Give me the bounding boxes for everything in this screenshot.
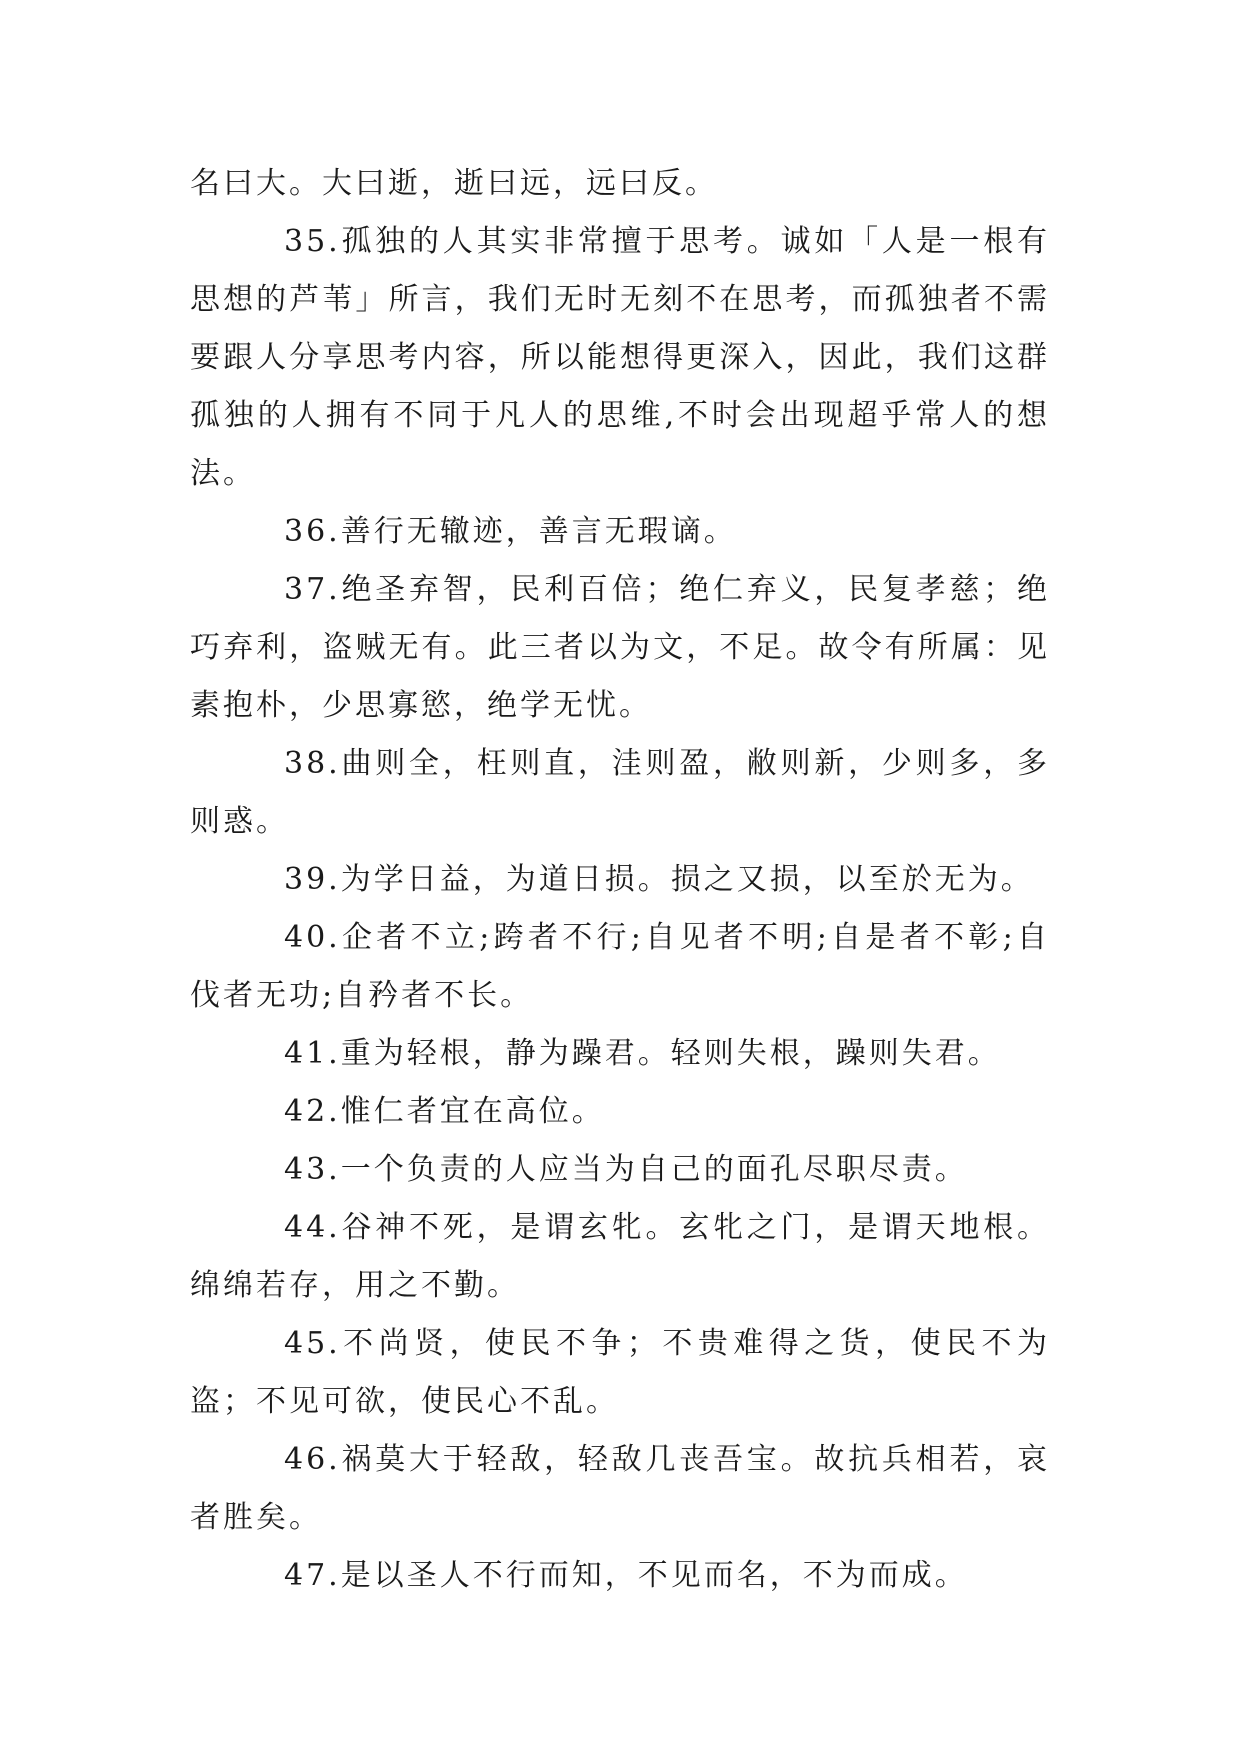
paragraph: 47.是以圣人不行而知，不见而名，不为而成。 <box>284 1558 968 1593</box>
paragraph: 38.曲则全，枉则直，洼则盈，敝则新，少则多，多则惑。 <box>190 746 1050 839</box>
paragraph: 45.不尚贤，使民不争；不贵难得之货，使民不为盗；不见可欲，使民心不乱。 <box>190 1326 1050 1419</box>
document-page <box>190 155 1050 1605</box>
paragraph: 44.谷神不死，是谓玄牝。玄牝之门，是谓天地根。绵绵若存，用之不勤。 <box>190 1210 1050 1303</box>
paragraph: 35.孤独的人其实非常擅于思考。诚如「人是一根有思想的芦苇」所言，我们无时无刻不在思考，而孤独者不需要跟人分享思考内容，所以能想得更深入，因此，我们这群孤独的人拥有不同于凡人的思维,不时会出现超乎常人的想法。 <box>190 224 1050 491</box>
paragraph: 42.惟仁者宜在高位。 <box>284 1094 605 1129</box>
paragraph: 36.善行无辙迹，善言无瑕谪。 <box>284 514 737 549</box>
paragraph: 43.一个负责的人应当为自己的面孔尽职尽责。 <box>284 1152 968 1187</box>
paragraph: 46.祸莫大于轻敌，轻敌几丧吾宝。故抗兵相若，哀者胜矣。 <box>190 1442 1050 1535</box>
paragraph: 40.企者不立;跨者不行;自见者不明;自是者不彰;自伐者无功;自矜者不长。 <box>190 920 1050 1013</box>
paragraph: 41.重为轻根，静为躁君。轻则失根，躁则失君。 <box>284 1036 1001 1071</box>
paragraph: 37.绝圣弃智，民利百倍；绝仁弃义，民复孝慈；绝巧弃利，盗贼无有。此三者以为文，不足。故令有所属：见素抱朴，少思寡慾，绝学无忧。 <box>190 572 1050 723</box>
paragraph: 名曰大。大曰逝，逝曰远，远曰反。 <box>190 166 718 201</box>
paragraph: 39.为学日益，为道日损。损之又损，以至於无为。 <box>284 862 1034 897</box>
